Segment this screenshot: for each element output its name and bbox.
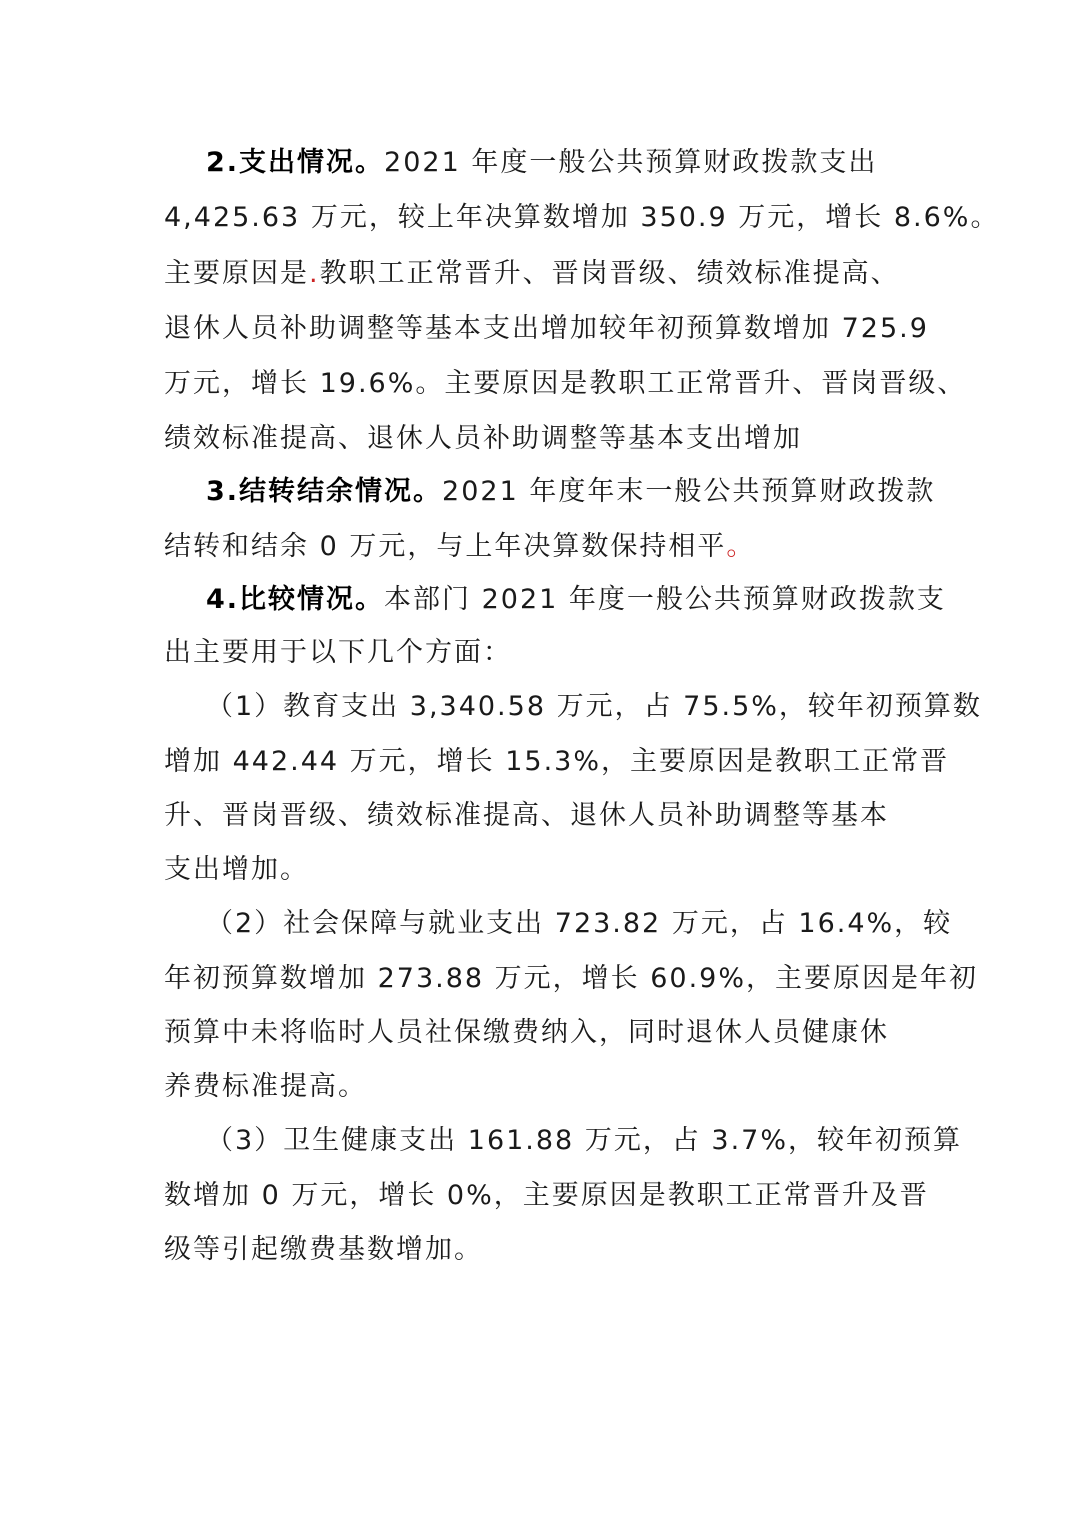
item1-line-1: （1）教育支出 3,340.58 万元，占 75.5%，较年初预算数 bbox=[206, 691, 982, 722]
carryover-text: 2021 年度年末一般公共预算财政拨款 bbox=[442, 476, 936, 507]
carryover-line-2 bbox=[164, 530, 755, 564]
item3-line-1: （3）卫生健康支出 161.88 万元，占 3.7%，较年初预算 bbox=[206, 1125, 962, 1156]
carryover-heading: 3.结转结余情况。 bbox=[206, 476, 443, 507]
item3-line-2: 数增加 0 万元，增长 0%，主要原因是教职工正常晋升及晋 bbox=[164, 1180, 929, 1211]
item1-line-3: 升、晋岗晋级、绩效标准提高、退休人员补助调整等基本 bbox=[164, 800, 889, 831]
item3-line-3: 级等引起缴费基数增加。 bbox=[164, 1234, 483, 1265]
item2-line-1: （2）社会保障与就业支出 723.82 万元，占 16.4%，较 bbox=[206, 908, 953, 939]
comparison-line-1 bbox=[206, 583, 946, 617]
item2-line-2: 年初预算数增加 273.88 万元，增长 60.9%，主要原因是年初 bbox=[164, 963, 978, 994]
item2-line-4: 养费标准提高。 bbox=[164, 1071, 367, 1102]
expenditure-line-5: 万元，增长 19.6%。主要原因是教职工正常晋升、晋岗晋级、 bbox=[164, 368, 967, 399]
item2-line-3: 预算中未将临时人员社保缴费纳入，同时退休人员健康休 bbox=[164, 1017, 889, 1048]
comparison-text: 本部门 2021 年度一般公共预算财政拨款支 bbox=[384, 584, 946, 615]
comparison-line-2: 出主要用于以下几个方面： bbox=[164, 637, 512, 668]
expenditure-line-1 bbox=[206, 146, 877, 180]
expenditure-line-3 bbox=[164, 257, 900, 291]
expenditure-reason-label: 主要原因是 bbox=[164, 258, 309, 289]
expenditure-line-6: 绩效标准提高、退休人员补助调整等基本支出增加 bbox=[164, 423, 802, 454]
expenditure-text: 2021 年度一般公共预算财政拨款支出 bbox=[384, 147, 878, 178]
red-period: 。 bbox=[726, 531, 756, 562]
expenditure-heading: 2.支出情况。 bbox=[206, 147, 385, 178]
carryover-text-2: 结转和结余 0 万元，与上年决算数保持相平 bbox=[164, 531, 727, 562]
item1-line-2: 增加 442.44 万元，增长 15.3%，主要原因是教职工正常晋 bbox=[164, 746, 949, 777]
expenditure-reason-text: 教职工正常晋升、晋岗晋级、绩效标准提高、 bbox=[319, 258, 900, 289]
carryover-line-1 bbox=[206, 475, 935, 509]
expenditure-line-2: 4,425.63 万元，较上年决算数增加 350.9 万元，增长 8.6%。 bbox=[164, 202, 1000, 233]
expenditure-line-4: 退休人员补助调整等基本支出增加较年初预算数增加 725.9 bbox=[164, 313, 929, 344]
red-mark: . bbox=[309, 258, 320, 289]
comparison-heading: 4.比较情况。 bbox=[206, 584, 385, 615]
item1-line-4: 支出增加。 bbox=[164, 854, 309, 885]
